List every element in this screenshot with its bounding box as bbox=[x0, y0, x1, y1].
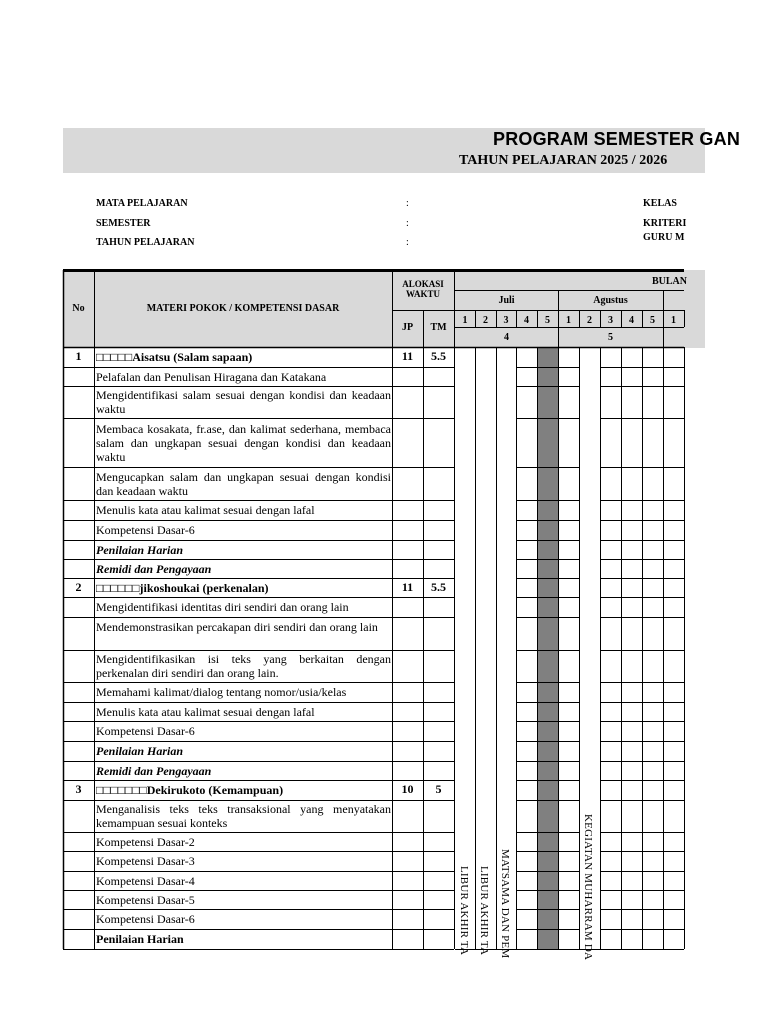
header-week-number: 3 bbox=[503, 315, 509, 326]
row-materi: Mengidentifikasi salam sesuai dengan kondisi dan keadaan waktu bbox=[96, 388, 391, 416]
row-materi: □□□□□□□Dekirukoto (Kemampuan) bbox=[96, 783, 284, 797]
header-week-number: 2 bbox=[587, 315, 592, 326]
meta-label-kriteria: KRITERI bbox=[643, 218, 687, 229]
header-waktu: WAKTU bbox=[405, 289, 440, 299]
vertical-label-kegiatan-muharram: KEGIATAN MUHARRAM DA bbox=[582, 814, 594, 961]
vertical-label-libur-akhir-ta-2: LIBUR AKHIR TA bbox=[478, 866, 490, 956]
meta-label-mata-pelajaran: MATA PELAJARAN bbox=[96, 198, 188, 209]
row-materi: Penilaian Harian bbox=[96, 932, 184, 946]
meta-label-guru: GURU M bbox=[643, 232, 685, 243]
header-week-number: 1 bbox=[462, 315, 468, 326]
row-number: 1 bbox=[75, 349, 82, 363]
row-materi: □□□□□Aisatsu (Salam sapaan) bbox=[96, 350, 253, 364]
row-materi: Kompetensi Dasar-4 bbox=[96, 873, 195, 888]
row-tm: 5.5 bbox=[431, 349, 446, 363]
vertical-label-matsama: MATSAMA DAN PEM bbox=[499, 849, 511, 959]
row-materi: Kompetensi Dasar-6 bbox=[96, 724, 195, 738]
row-materi: Penilaian Harian bbox=[96, 744, 184, 758]
row-materi: Mendemonstrasikan percakapan diri sendiri dan orang lain bbox=[96, 619, 378, 634]
row-materi: Penilaian Harian bbox=[96, 542, 184, 557]
header-week-number: 4 bbox=[629, 315, 634, 326]
meta-colon: : bbox=[406, 218, 409, 229]
header-week-number: 2 bbox=[483, 315, 488, 326]
row-tm: 5.5 bbox=[431, 580, 446, 594]
row-materi: Remidi dan Pengayaan bbox=[96, 763, 212, 778]
row-materi: Kompetensi Dasar-6 bbox=[96, 912, 195, 926]
header-materi: MATERI POKOK / KOMPETENSI DASAR bbox=[146, 303, 340, 314]
header-no: No bbox=[72, 303, 85, 314]
row-materi: Mengucapkan salam dan ungkapan sesuai dengan kondisi dan keadaan waktu bbox=[96, 469, 391, 498]
header-week-total-agustus: 5 bbox=[608, 332, 613, 343]
row-materi: Kompetensi Dasar-3 bbox=[96, 854, 195, 868]
meta-label-kelas: KELAS bbox=[643, 198, 677, 209]
shaded-week-column bbox=[537, 347, 558, 949]
meta-colon: : bbox=[406, 237, 409, 248]
header-week-number: 1 bbox=[566, 315, 571, 326]
header-month-agustus: Agustus bbox=[593, 295, 628, 306]
row-jp: 11 bbox=[401, 349, 414, 363]
header-week-number: 5 bbox=[545, 315, 550, 326]
row-materi: Kompetensi Dasar-5 bbox=[96, 892, 195, 907]
header-week-number: 5 bbox=[650, 315, 655, 326]
row-materi: Memahami kalimat/dialog tentang nomor/usia/kelas bbox=[96, 685, 347, 699]
row-materi: Menganalisis teks teks transaksional yang menyatakan kemampuan sesuai konteks bbox=[96, 802, 391, 830]
row-materi: Mengidentifikasikan isi teks yang berkaitan dengan perkenalan diri sendiri dan orang lain. bbox=[96, 652, 391, 680]
row-number: 2 bbox=[75, 580, 82, 594]
row-materi: Menulis kata atau kalimat sesuai dengan lafal bbox=[96, 704, 315, 719]
row-materi: Mengidentifikasi identitas diri sendiri dan orang lain bbox=[96, 600, 349, 614]
row-jp: 10 bbox=[401, 782, 414, 796]
meta-colon: : bbox=[406, 198, 409, 209]
header-bulan: BULAN bbox=[652, 276, 688, 287]
meta-label-tahun-pelajaran: TAHUN PELAJARAN bbox=[96, 237, 195, 248]
header-jp: JP bbox=[401, 322, 414, 333]
vertical-label-libur-akhir-ta-1: LIBUR AKHIR TA bbox=[458, 866, 470, 956]
page-subtitle: TAHUN PELAJARAN 2025 / 2026 bbox=[459, 153, 668, 168]
header-week-number: 3 bbox=[608, 315, 613, 326]
meta-label-semester: SEMESTER bbox=[96, 218, 151, 229]
header-week-number: 4 bbox=[524, 315, 529, 326]
row-materi: Membaca kosakata, fr.ase, dan kalimat sederhana, membaca salam dan ungkapan sesuai dengan kondisi dan keadaan waktu bbox=[96, 421, 391, 464]
row-number: 3 bbox=[75, 782, 82, 796]
row-materi: Kompetensi Dasar-2 bbox=[96, 834, 195, 849]
header-tm: TM bbox=[430, 322, 447, 333]
row-tm: 5 bbox=[435, 782, 442, 796]
header-alokasi: ALOKASI bbox=[402, 279, 444, 289]
header-week-total-juli: 4 bbox=[504, 332, 509, 343]
page-title: PROGRAM SEMESTER GAN bbox=[493, 129, 741, 149]
row-materi: Pelafalan dan Penulisan Hiragana dan Katakana bbox=[96, 369, 327, 384]
row-materi: Kompetensi Dasar-6 bbox=[96, 523, 195, 537]
header-month-juli: Juli bbox=[498, 295, 515, 306]
row-materi: Menulis kata atau kalimat sesuai dengan lafal bbox=[96, 503, 315, 517]
row-materi: Remidi dan Pengayaan bbox=[96, 561, 212, 576]
row-jp: 11 bbox=[401, 580, 414, 594]
row-materi: □□□□□□jikoshoukai (perkenalan) bbox=[96, 580, 269, 595]
header-week-number: 1 bbox=[671, 315, 676, 326]
